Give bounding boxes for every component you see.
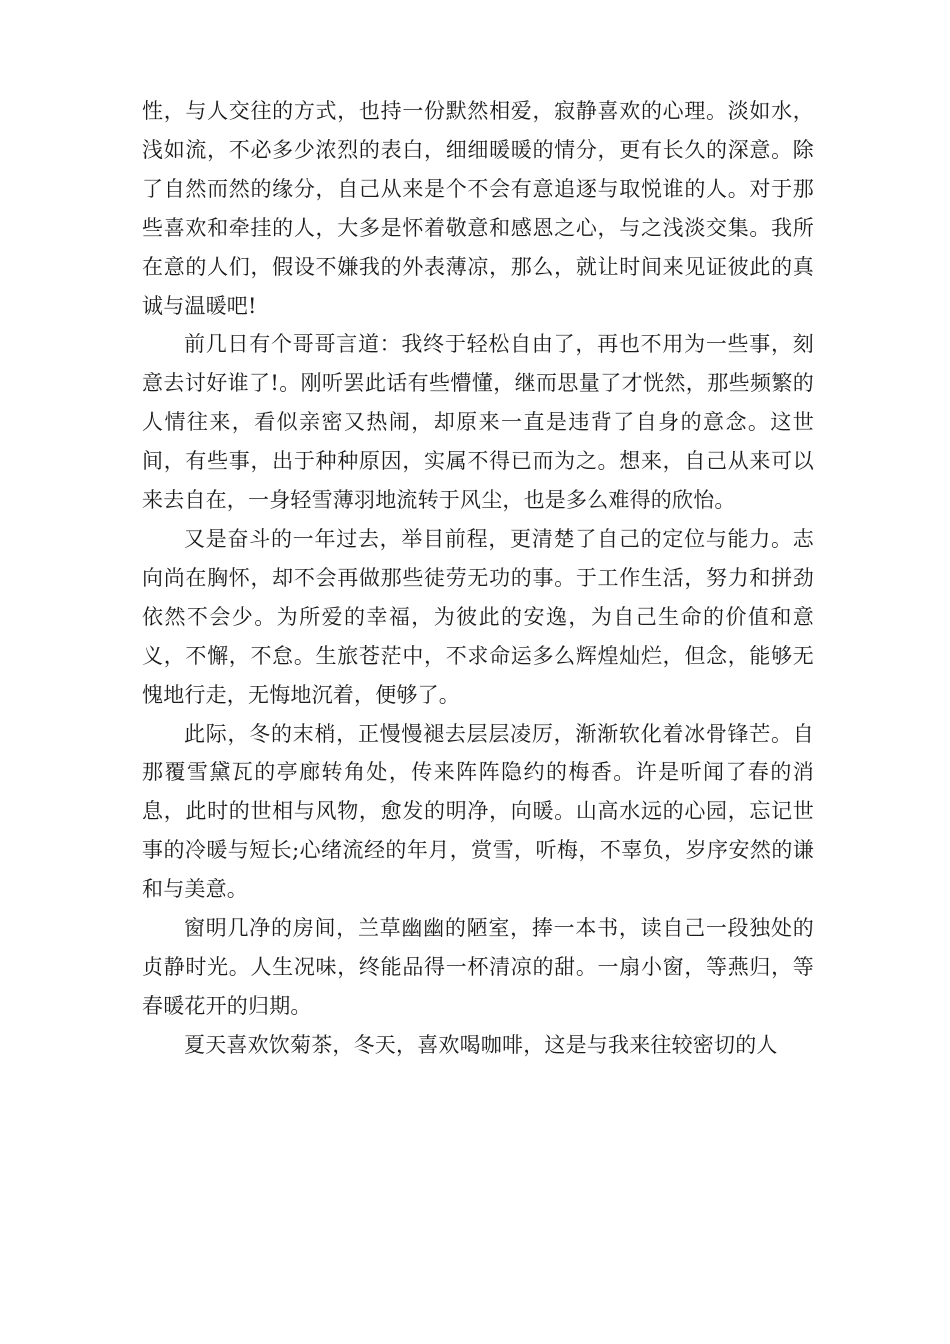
paragraph-3: 又是奋斗的一年过去，举目前程，更清楚了自己的定位与能力。志向尚在胸怀，却不会再做那些徒劳无功的事。于工作生活，努力和拼劲依然不会少。为所爱的幸福，为彼此的安逸，为自己生命的价值和意义，不懈，不怠。生旅苍茫中，不求命运多么辉煌灿烂，但念，能够无愧地行走，无悔地沉着，便够了。 <box>142 526 814 707</box>
paragraph-2: 前几日有个哥哥言道：我终于轻松自由了，再也不用为一些事，刻意去讨好谁了!。刚听罢此话有些懵懂，继而思量了才恍然，那些频繁的人情往来，看似亲密又热闹，却原来一直是违背了自身的意念。这世间，有些事，出于种种原因，实属不得已而为之。想来，自己从来可以来去自在，一身轻雪薄羽地流转于风尘，也是多么难得的欣怡。 <box>142 332 814 513</box>
paragraph-1: 性，与人交往的方式，也持一份默然相爱，寂静喜欢的心理。淡如水，浅如流，不必多少浓烈的表白，细细暖暖的情分，更有长久的深意。除了自然而然的缘分，自己从来是个不会有意追逐与取悦谁的人。对于那些喜欢和牵挂的人，大多是怀着敬意和感恩之心，与之浅淡交集。我所在意的人们，假设不嫌我的外表薄凉，那么，就让时间来见证彼此的真诚与温暖吧! <box>142 99 814 318</box>
paragraph-5: 窗明几净的房间，兰草幽幽的陋室，捧一本书，读自己一段独处的贞静时光。人生况味，终能品得一杯清凉的甜。一扇小窗，等燕归，等春暖花开的归期。 <box>142 916 814 1018</box>
document-body <box>142 92 814 1065</box>
paragraph-4: 此际，冬的末梢，正慢慢褪去层层凌厉，渐渐软化着冰骨锋芒。自那覆雪黛瓦的亭廊转角处，传来阵阵隐约的梅香。许是听闻了春的消息，此时的世相与风物，愈发的明净，向暖。山高水远的心园，忘记世事的冷暖与短长;心绪流经的年月，赏雪，听梅，不辜负，岁序安然的谦和与美意。 <box>142 721 814 902</box>
paragraph-6: 夏天喜欢饮菊茶，冬天，喜欢喝咖啡，这是与我来往较密切的人 <box>184 1032 778 1057</box>
